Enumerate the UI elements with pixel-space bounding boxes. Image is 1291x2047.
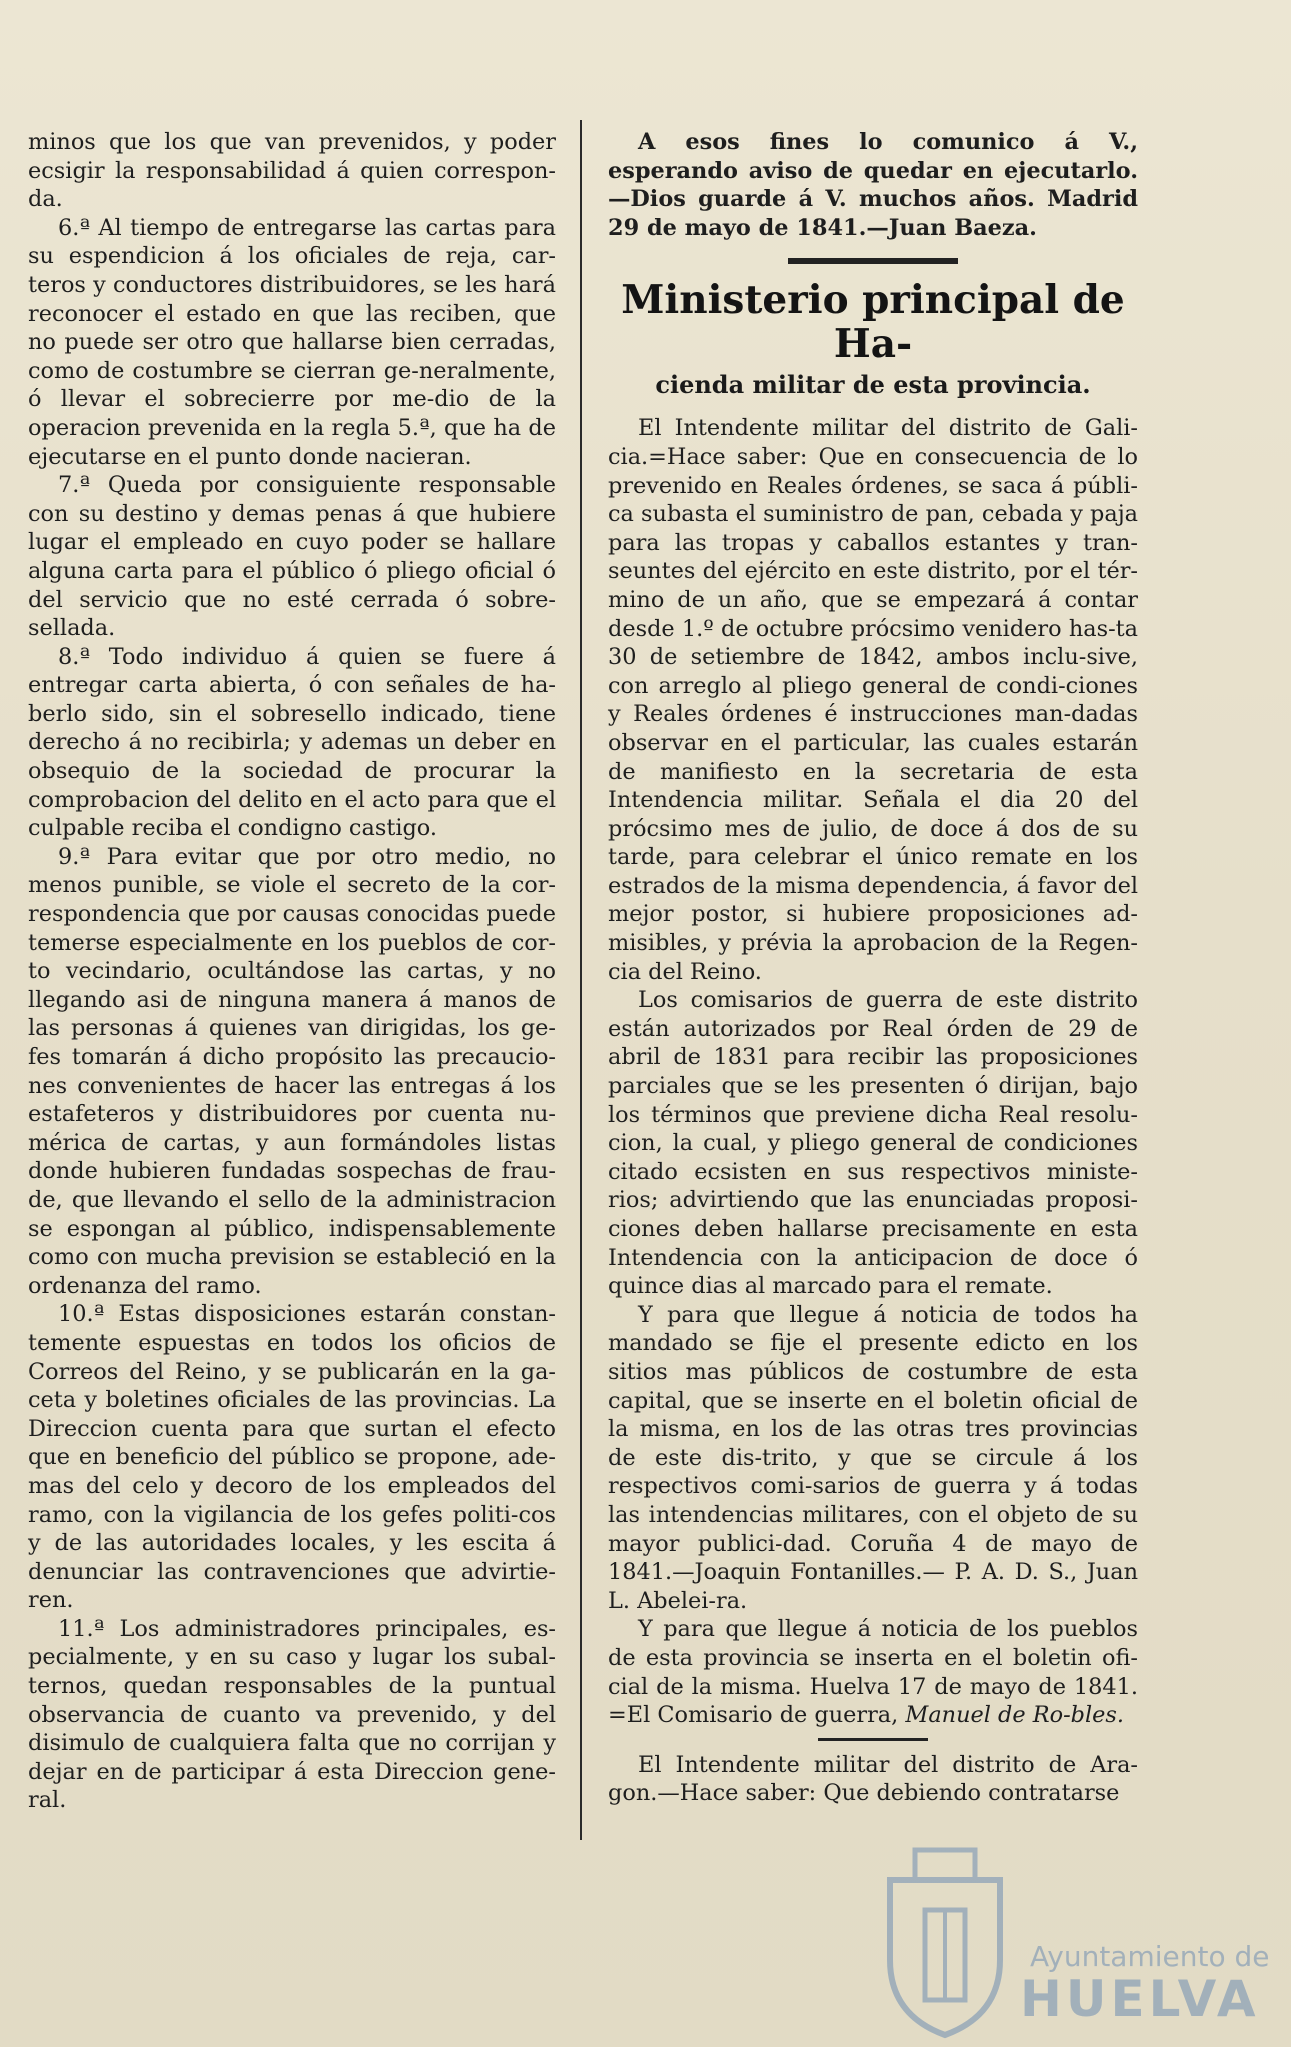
section-title: Ministerio principal de Ha- bbox=[621, 277, 1125, 368]
left-column bbox=[28, 128, 556, 1815]
watermark-line-1: Ayuntamiento de bbox=[1030, 1940, 1270, 1973]
right-paragraph-galicia: El Intendente militar del distrito de Gali-cia.=Hace saber: Que en consecuencia de lo prevenido en Reales órdenes, se saca á públi-ca subasta el suministro de pan, cebada y paja para las tropas y caballos estantes y tran-seuntes del ejército en este distrito, por el tér-mino de un año, que se empezará á contar desde 1.º de octubre prócsimo venidero has-ta 30 de setiembre de 1842, ambos inclu-sive, con arreglo al pliego general de condi-ciones y Reales órdenes é instrucciones man-dadas observar en el particular, las cuales estarán de manifiesto en la secretaria de esta Intendencia militar. Señala el dia 20 del prócsimo mes de julio, de doce á dos de su tarde, para celebrar el único remate en los estrados de la misma dependencia, á favor del mejor postor, si hubiere proposiciones ad-misibles, y prévia la aprobacion de la Regen-cia del Reino. bbox=[608, 415, 1138, 985]
right-paragraph-comisarios: Los comisarios de guerra de este distrito están autorizados por Real órden de 29 de abril de 1831 para recibir las proposiciones parciales que se les presenten ó dirijan, bajo los términos que previene dicha Real resolu-cion, la cual, y pliego general de condiciones citado ecsisten en sus respectivos ministe-rios; advirtiendo que las enunciadas proposi-ciones deben hallarse precisamente en esta Intendencia con la anticipacion de doce ó quince dias al marcado para el remate. bbox=[608, 987, 1138, 1300]
watermark bbox=[870, 1840, 1270, 2040]
coat-of-arms-icon bbox=[870, 1840, 1020, 2040]
left-paragraph-rule-11: 11.ª Los administradores principales, es-pecialmente, y en su caso y lugar los subal-ternos, quedan responsables de la puntual observancia de cuanto va prevenido, y del disimulo de cualquiera falta que no corrijan y dejar en de participar á esta Direccion gene-ral. bbox=[28, 1615, 556, 1814]
column-divider bbox=[580, 120, 582, 1840]
left-paragraph-rule-8: 8.ª Todo individuo á quien se fuere á entregar carta abierta, ó con señales de ha-berlo sido, sin el sobresello indicado, tiene derecho á no recibirla; y ademas un deber en obsequio de la sociedad de procurar la comprobacion del delito en el acto para que el culpable reciba el condigno castigo. bbox=[28, 643, 556, 842]
right-paragraph-huelva bbox=[608, 1615, 1138, 1729]
huelva-signature: Manuel de Ro-bles. bbox=[905, 1702, 1125, 1729]
left-paragraph-rule-9: 9.ª Para evitar que por otro medio, no menos punible, se viole el secreto de la cor-respondencia que por causas conocidas puede temerse especialmente en los pueblos de cor-to vecindario, ocultándose las cartas, y no llegando asi de ninguna manera á manos de las personas á quienes van dirigidas, los ge-fes tomarán á dicho propósito las precaucio-nes convenientes de hacer las entregas á los estafeteros y distribuidores por cuenta nu-mérica de cartas, y aun formándoles listas donde hubieren fundadas sospechas de frau-de, que llevando el sello de la administracion se espongan al público, indispensablemente como con mucha prevision se estableció en la ordenanza del ramo. bbox=[28, 843, 556, 1299]
huelva-text: Y para que llegue á noticia de los pueblos de esta provincia se inserta en el boletin ofi-cial de la misma. Huelva 17 de mayo de 1841. =El Comisario de guerra, bbox=[608, 1616, 1138, 1729]
section-rule bbox=[788, 258, 958, 264]
separator-rule bbox=[818, 1738, 928, 1741]
left-paragraph-rule-6: 6.ª Al tiempo de entregarse las cartas para su espendicion á los oficiales de reja, car-teros y conductores distribuidores, se les hará reconocer el estado en que las reciben, que no puede ser otro que hallarse bien cerradas, como de costumbre se cierran ge-neralmente, ó llevar el sobrecierre por me-dio de la operacion prevenida en la regla 5.ª, que ha de ejecutarse en el punto donde nacieran. bbox=[28, 214, 556, 470]
watermark-line-2: HUELVA bbox=[1020, 1970, 1260, 2028]
left-paragraph-rule-7: 7.ª Queda por consiguiente responsable con su destino y demas penas á que hubiere lugar el empleado en cuyo poder se hallare alguna carta para el público ó pliego oficial ó del servicio que no esté cerrada ó sobre-sellada. bbox=[28, 472, 556, 642]
left-paragraph-1: minos que los que van prevenidos, y poder ecsigir la responsabilidad á quien correspon-da. bbox=[28, 129, 556, 213]
section-subtitle: cienda militar de esta provincia. bbox=[655, 370, 1091, 400]
left-paragraph-rule-10: 10.ª Estas disposiciones estarán constan-temente espuestas en todos los oficios de Correos del Reino, y se publicarán en la ga-ceta y boletines oficiales de las provincias. La Direccion cuenta para que surtan el efecto que en beneficio del público se propone, ade-mas del celo y decoro de los empleados del ramo, con la vigilancia de los gefes politi-cos y de las autoridades locales, y les escita á denunciar las contravenciones que advirtie-ren. bbox=[28, 1301, 556, 1614]
right-column bbox=[608, 128, 1138, 1808]
right-paragraph-aragon: El Intendente militar del distrito de Ara-gon.—Hace saber: Que debiendo contratarse bbox=[608, 1751, 1138, 1807]
right-paragraph-edicto: Y para que llegue á noticia de todos ha mandado se fije el presente edicto en los sitios mas públicos de costumbre de esta capital, que se inserte en el boletin oficial de la misma, en los de las otras tres provincias de este dis-trito, y que se circule á los respectivos comi-sarios de guerra y á todas las intendencias militares, con el objeto de su mayor publici-dad. Coruña 4 de mayo de 1841.—Joaquin Fontanilles.— P. A. D. S., Juan L. Abelei-ra. bbox=[608, 1301, 1138, 1614]
circular-closing: A esos fines lo comunico á V., esperando aviso de quedar en ejecutarlo.—Dios guarde á V. muchos años. Madrid 29 de mayo de 1841.—Juan Baeza. bbox=[608, 129, 1138, 241]
